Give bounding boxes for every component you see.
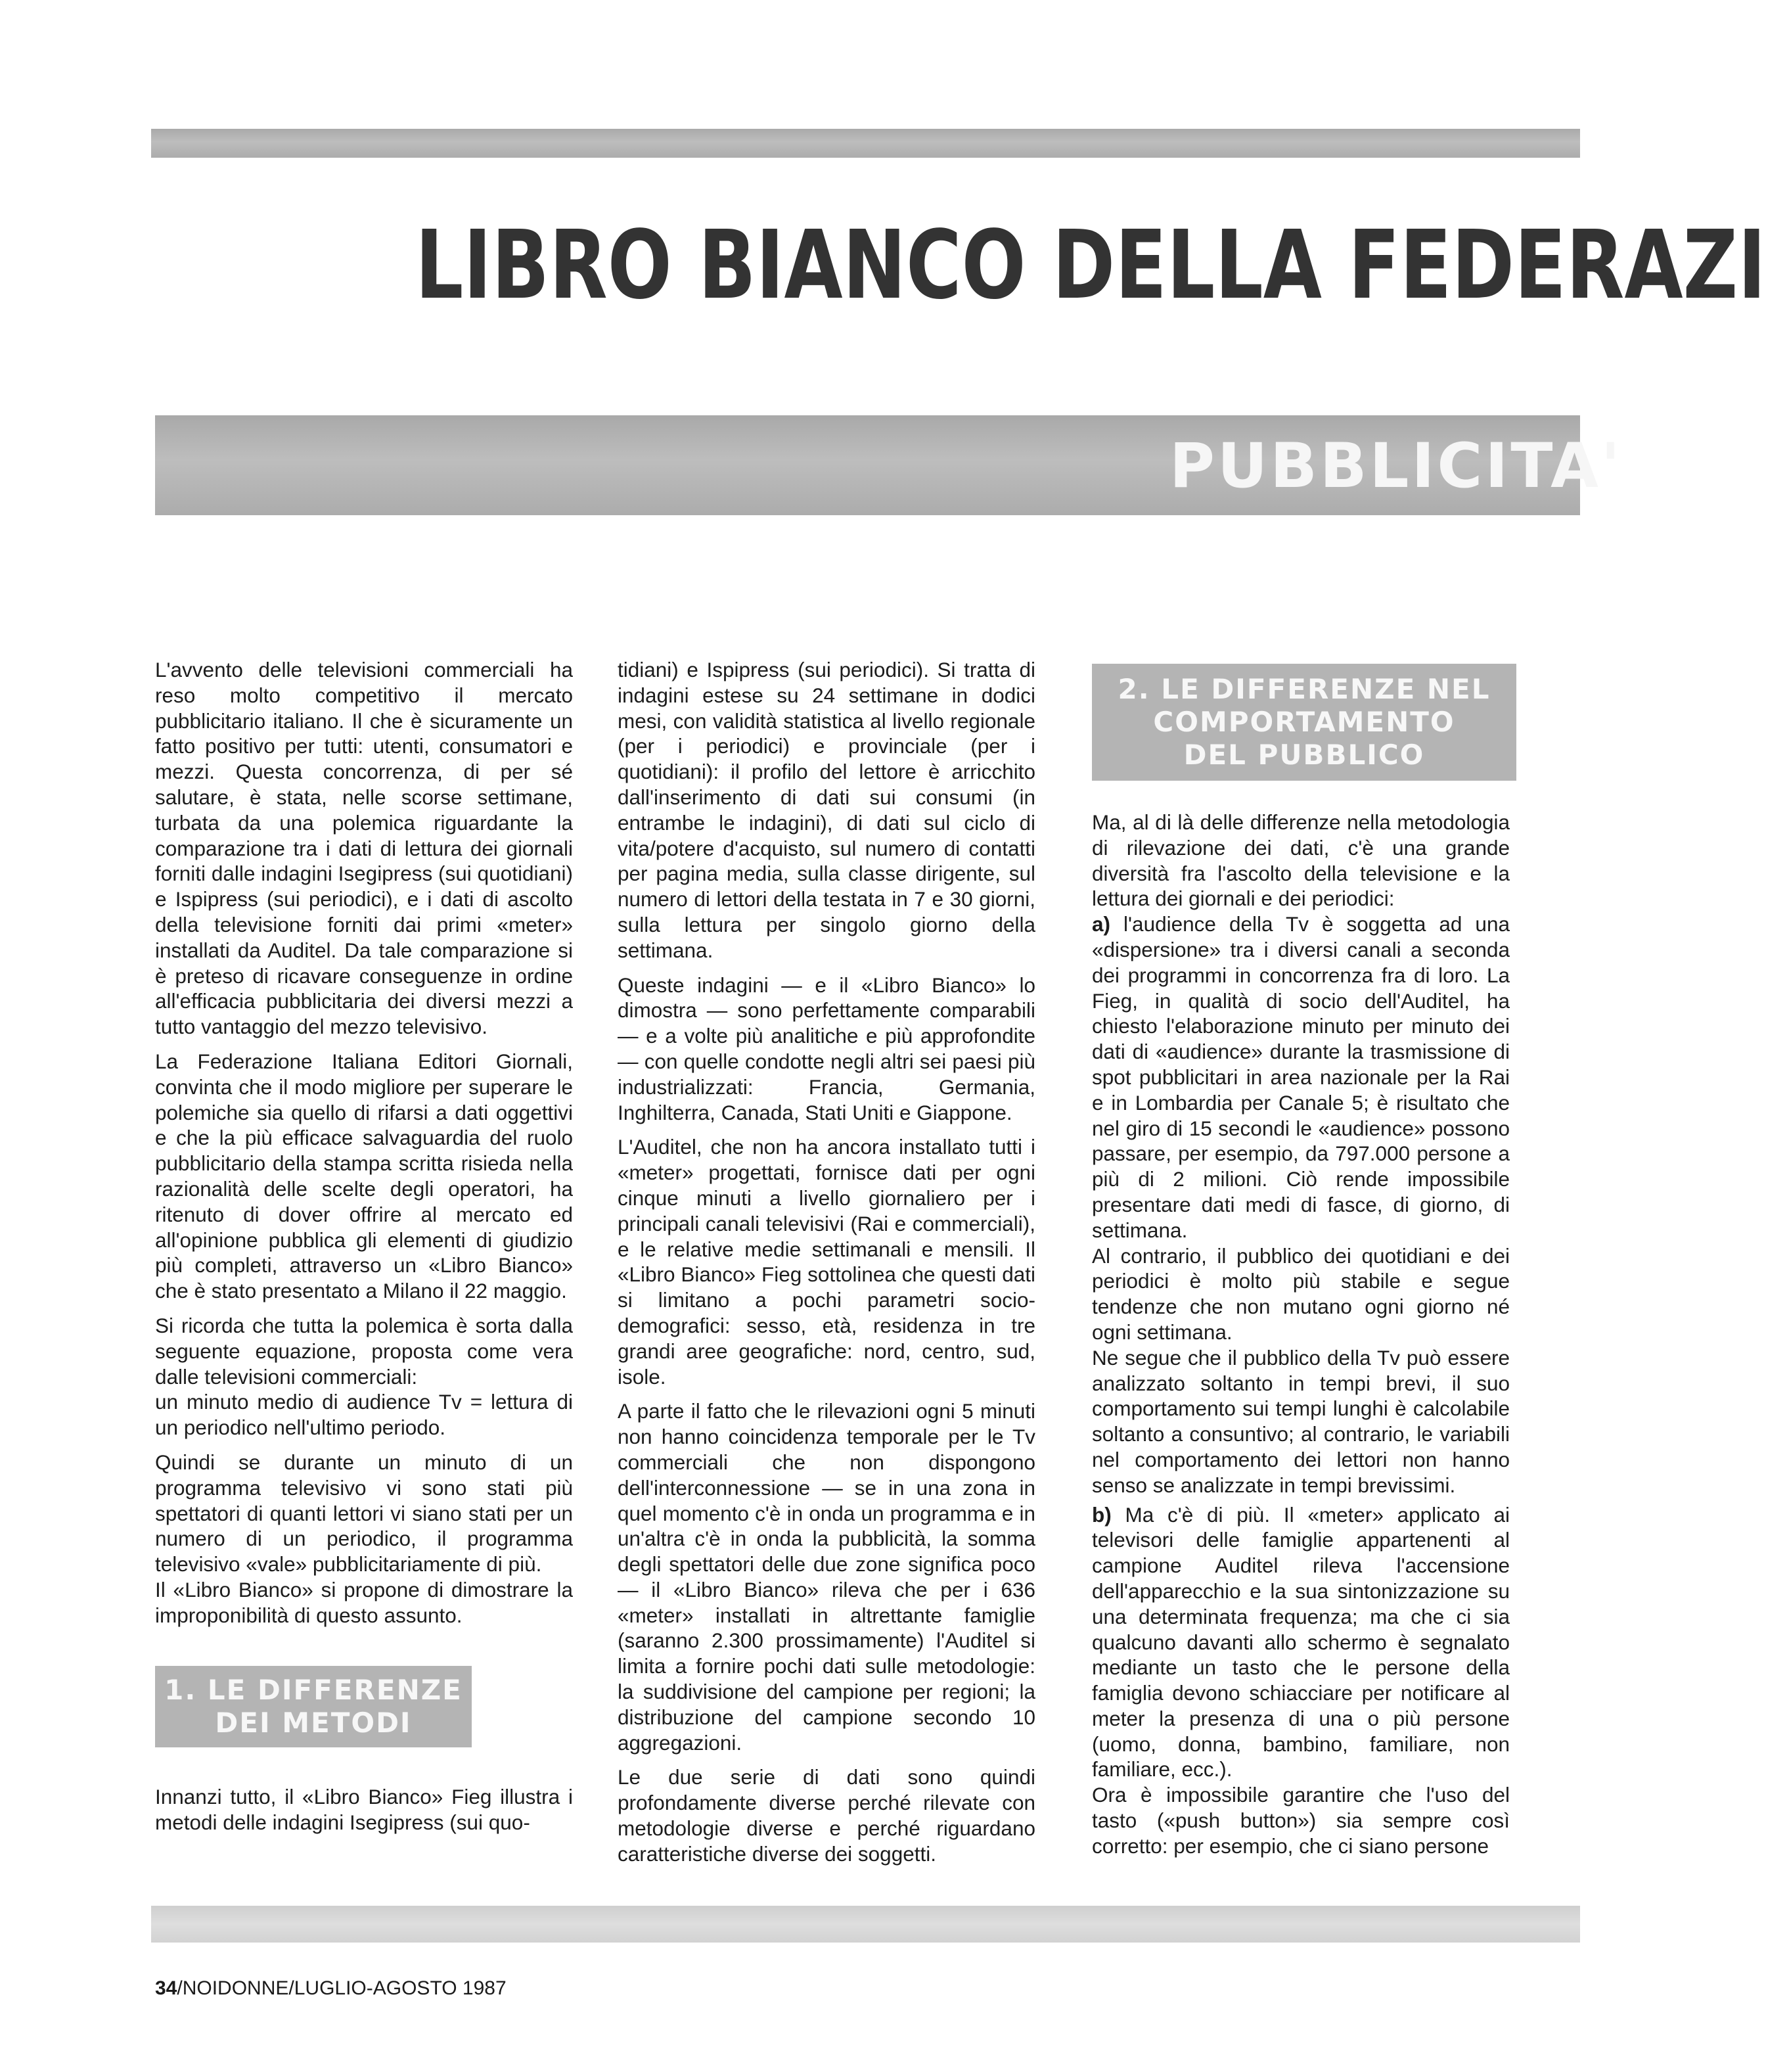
section-heading-methods	[155, 1666, 472, 1747]
paragraph: Quindi se durante un minuto di un programma televisivo vi sono stati più spettatori di quanti lettori vi siano stati per un numero di un periodico, il programma televisivo «vale» pubblicitariamente di più.	[155, 1450, 573, 1577]
item-marker: a)	[1092, 912, 1111, 936]
paragraph: A parte il fatto che le rilevazioni ogni 5 minuti non hanno coincidenza temporale per le Tv commerciali che non dispongono dell'interconnessione — se in una zona in quel momento c'è in onda un programma e in un'altra c'è in onda la pubblicità, la somma degli spettatori delle due zone significa poco — il «Libro Bianco» rileva che per i 636 «meter» installati in altrettante famiglie (saranno 2.300 prossimamente) l'Auditel si limita a fornire pochi dati sulle metodologie: la suddivisione del campione per regioni; la distribuzione del campione secondo 10 aggregazioni.	[618, 1399, 1035, 1755]
top-gray-band	[151, 129, 1580, 158]
page-title: LIBRO BIANCO DELLA FEDERAZI	[415, 210, 1766, 320]
paragraph: Ne segue che il pubblico della Tv può essere analizzato soltanto in tempi brevi, il suo comportamento sui tempi lunghi è calcolabile soltanto a consuntivo; al contrario, le variabili nel comportamento dei lettori non hanno senso se analizzate in tempi brevissimi.	[1092, 1345, 1510, 1497]
paragraph: Al contrario, il pubblico dei quotidiani e dei periodici è molto più stabile e segue tendenze che non mutano ogni giorno né ogni settimana.	[1092, 1243, 1510, 1344]
paragraph: Innanzi tutto, il «Libro Bianco» Fieg illustra i metodi delle indagini Isegipress (sui quo-	[155, 1785, 573, 1835]
section-heading-behaviour	[1092, 664, 1516, 781]
paragraph: L'avvento delle televisioni commerciali ha reso molto competitivo il mercato pubblicitario italiano. Il che è sicuramente un fatto positivo per tutti: utenti, consumatori e mezzi. Questa concorrenza, di per sé salutare, è stata, nelle scorse settimane, turbata da una polemica riguardante la comparazione tra i dati di lettura dei giornali forniti dalle indagini Isegipress (sui quotidiani) e Ispipress (sui periodici), e i dati di ascolto della televisione forniti dai primi «meter» installati da Auditel. Da tale comparazione si è preteso di ricavare conseguenze in ordine all'efficacia pubblicitaria dei diversi mezzi a tutto vantaggio del mezzo televisivo.	[155, 658, 573, 1039]
section-heading-line: 2. LE DIFFERENZE NEL	[1118, 673, 1491, 705]
bottom-gray-band	[151, 1906, 1580, 1943]
section-heading-line: DEI METODI	[215, 1707, 412, 1739]
item-marker: b)	[1092, 1502, 1112, 1527]
paragraph: Ora è impossibile garantire che l'uso del tasto («push button») sia sempre così corretto: per esempio, che ci siano persone	[1092, 1783, 1510, 1858]
paragraph: Queste indagini — e il «Libro Bianco» lo dimostra — sono perfettamente comparabili — e a volte più analitiche e più approfondite — con quelle condotte negli altri sei paesi più industrializzati: Francia, Germania, Inghilterra, Canada, Stati Uniti e Giappone.	[618, 973, 1035, 1124]
item-text: l'audience della Tv è soggetta ad una «dispersione» tra i diversi canali a seconda dei programmi in concorrenza fra di loro. La Fieg, in qualità di socio dell'Auditel, ha chiesto l'elaborazione minuto per minuto dei dati di «audience» durante la trasmissione di spot pubblicitari in area nazionale per la Rai e in Lombardia per Canale 5; è risultato che nel giro di 15 secondi le «audience» possono passare, per esempio, da 797.000 persone a più di 2 milioni. Ciò rende impossibile presentare dati medi di fasce, di giorno, di settimana.	[1092, 912, 1510, 1242]
paragraph: L'Auditel, che non ha ancora installato tutti i «meter» progettati, fornisce dati per ogni cinque minuti a livello giornaliero per i principali canali televisivi (Rai e commerciali), e le relative medie settimanali e mensili. Il «Libro Bianco» Fieg sottolinea che questi dati si limitano a pochi parametri socio-demografici: sesso, età, residenza in tre grandi aree geografiche: nord, centro, sud, isole.	[618, 1135, 1035, 1389]
item-text: Ma c'è di più. Il «meter» applicato ai televisori delle famiglie appartenenti al campione Auditel rileva l'accensione dell'apparecchio e la sua sintonizzazione su una determinata frequenza; ma che ci sia qualcuno davanti allo schermo è segnalato mediante un tasto che le persone della famiglia devono schiacciare per notificare al meter la presenza di una o più persone (uomo, donna, bambino, familiare, non familiare, ecc.).	[1092, 1502, 1510, 1782]
article-column-2	[618, 657, 1035, 1876]
paragraph: un minuto medio di audience Tv = lettura di un periodico nell'ultimo periodo.	[155, 1390, 573, 1440]
article-column-1	[155, 657, 573, 1845]
paragraph-item-a	[1092, 911, 1510, 1243]
paragraph: La Federazione Italiana Editori Giornali, convinta che il modo migliore per superare le polemiche sia quello di rifarsi a dati oggettivi e che la più efficace salvaguardia del ruolo pubblicitario della stampa scritta risieda nella razionalità delle scelte degli operatori, ha ritenuto di dover offrire al mercato ed all'opinione pubblica gli elementi di giudizio più completi, attraverso un «Libro Bianco» che è stato presentato a Milano il 22 maggio.	[155, 1049, 573, 1303]
section-heading-line: COMPORTAMENTO	[1153, 706, 1455, 738]
publication-info: /NOIDONNE/LUGLIO-AGOSTO 1987	[177, 1977, 507, 1999]
section-heading-line: DEL PUBBLICO	[1183, 739, 1425, 771]
page-number: 34	[155, 1977, 177, 1999]
paragraph: Il «Libro Bianco» si propone di dimostrare la improponibilità di questo assunto.	[155, 1577, 573, 1627]
section-heading-line: 1. LE DIFFERENZE	[164, 1674, 463, 1707]
paragraph: Si ricorda che tutta la polemica è sorta dalla seguente equazione, proposta come vera dalle televisioni commerciali:	[155, 1313, 573, 1389]
article-column-3	[1092, 810, 1510, 1868]
section-title: PUBBLICITA'	[1169, 430, 1623, 502]
paragraph-item-b	[1092, 1502, 1510, 1783]
page-footer	[155, 1977, 507, 2000]
paragraph: Ma, al di là delle differenze nella metodologia di rilevazione dei dati, c'è una grande diversità fra l'ascolto della televisione e la lettura dei giornali e dei periodici:	[1092, 810, 1510, 911]
paragraph: Le due serie di dati sono quindi profondamente diverse perché rilevate con metodologie diverse e perché riguardano caratteristiche diverse dei soggetti.	[618, 1765, 1035, 1866]
paragraph: tidiani) e Ispipress (sui periodici). Si tratta di indagini estese su 24 settimane in dodici mesi, con validità statistica al livello regionale (per i periodici) e provinciale (per i quotidiani): il profilo del lettore è arricchito dall'inserimento di dati sui consumi (in entrambe le indagini), di dati sul ciclo di vita/potere d'acquisto, sul numero di contatti per pagina media, sulla classe dirigente, sul numero di lettori della testata in 7 e 30 giorni, sulla lettura per singolo giorno della settimana.	[618, 658, 1035, 962]
